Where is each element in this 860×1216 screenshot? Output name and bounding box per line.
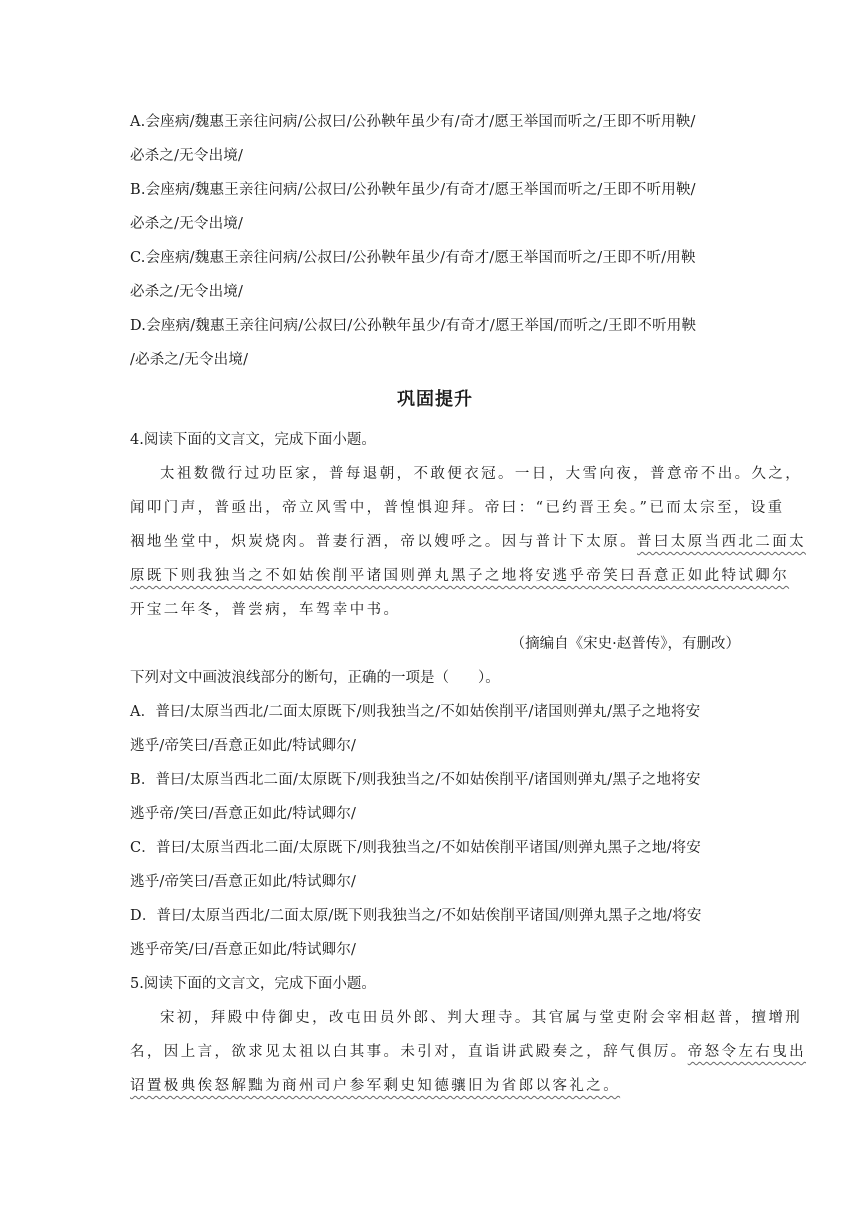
q3-option-a-line2: 必杀之/无令出境/	[130, 148, 244, 164]
q5-wavy-segment-2: 诏置极典俟怒解黜为商州司户参军剩史知德骧旧为省郎以客礼之。	[130, 1078, 621, 1094]
q4-option-b-line2: 逃乎帝/笑曰/吾意正如此/特试卿尔/	[130, 806, 357, 822]
q4-passage-line4	[130, 559, 790, 593]
q5-passage-line3	[130, 1069, 740, 1103]
q5-passage-line2-plain: 名，因上言，欲求见太祖以白其事。未引对，直诣讲武殿奏之，辞气俱厉。	[130, 1044, 688, 1060]
q4-option-c-line2: 逃乎/帝笑曰/吾意正如此/特试卿尔/	[130, 874, 357, 890]
q3-option-b-line1: B.会座病/魏惠王亲往问病/公叔曰/公孙鞅年虽少/有奇才/愿王举国而听之/王即不听用鞅/	[130, 182, 696, 198]
q4-question: 下列对文中画波浪线部分的断句，正确的一项是（ ）。	[130, 670, 500, 686]
section-title: 巩固提升	[397, 389, 473, 410]
q3-option-d-line1: D.会座病/魏惠王亲往问病/公叔曰/公孙鞅年虽少/有奇才/愿王举国/而听之/王即不听用鞅	[130, 318, 697, 334]
q4-passage-line5: 开宝二年冬，普尝病，车驾幸中书。	[130, 602, 401, 618]
q4-passage-line3	[130, 525, 806, 559]
q5-prompt: 5.阅读下面的文言文，完成下面小题。	[130, 976, 376, 992]
q4-passage-line1: 太祖数微行过功臣家，普每退朝，不敢便衣冠。一日，大雪向夜，普意帝不出。久之，	[160, 466, 803, 482]
q5-passage-line2	[130, 1035, 807, 1069]
q4-option-c-line1: C．普曰/太原当西北二面/太原既下/则我独当之/不如姑俟削平诸国/则弹丸黑子之地/将安	[130, 840, 702, 856]
document-page	[130, 105, 807, 1103]
q4-option-d-line1: D．普曰/太原当西北/二面太原/既下则我独当之/不如姑俟削平诸国/则弹丸黑子之地/将安	[130, 908, 702, 924]
q4-wavy-segment-2: 原既下则我独当之不如姑俟削平诸国则弹丸黑子之地将安逃乎帝笑曰吾意正如此特试卿尔	[130, 568, 790, 584]
q5-wavy-segment-1: 帝怒令左右曳出	[687, 1044, 807, 1060]
q4-source: （摘编自《宋史·赵普传》，有删改）	[510, 636, 740, 652]
q4-passage-line2: 闻叩门声，普亟出，帝立风雪中，普惶惧迎拜。帝曰：“已约晋王矣。”已而太宗至，设重	[130, 500, 785, 516]
q4-prompt: 4.阅读下面的文言文，完成下面小题。	[130, 432, 376, 448]
q5-passage-line1: 宋初，拜殿中侍御史，改屯田员外郎、判大理寺。其官属与堂吏附会宰相赵普，擅增刑	[160, 1010, 803, 1026]
question-4	[130, 423, 806, 967]
q3-option-c-line1: C.会座病/魏惠王亲往问病/公叔曰/公孙鞅年虽少/有奇才/愿王举国而听之/王即不听/用鞅	[130, 250, 696, 266]
q4-passage-line3-plain: 裀地坐堂中，炽炭烧肉。普妻行酒，帝以嫂呼之。因与普计下太原。	[130, 534, 637, 550]
q3-option-c-line2: 必杀之/无令出境/	[130, 284, 244, 300]
q3-option-b-line2: 必杀之/无令出境/	[130, 216, 244, 232]
q3-option-a-line1: A.会座病/魏惠王亲往问病/公叔曰/公孙鞅年虽少有/奇才/愿王举国而听之/王即不听用鞅/	[130, 114, 696, 130]
q3-option-d-line2: /必杀之/无令出境/	[130, 352, 249, 368]
q4-option-d-line2: 逃乎帝笑/曰/吾意正如此/特试卿尔/	[130, 942, 357, 958]
q4-option-b-line1: B．普曰/太原当西北二面/太原既下/则我独当之/不如姑俟削平/诸国则弹丸/黑子之地将安	[130, 772, 701, 788]
q4-wavy-segment-1: 普曰太原当西北二面太	[637, 534, 806, 550]
question-5	[130, 967, 807, 1103]
q4-option-a-line1: A．普曰/太原当西北/二面太原既下/则我独当之/不如姑俟削平/诸国则弹丸/黑子之地将安	[130, 704, 701, 720]
q4-option-a-line2: 逃乎/帝笑曰/吾意正如此/特试卿尔/	[130, 738, 357, 754]
q3-options	[130, 105, 740, 377]
